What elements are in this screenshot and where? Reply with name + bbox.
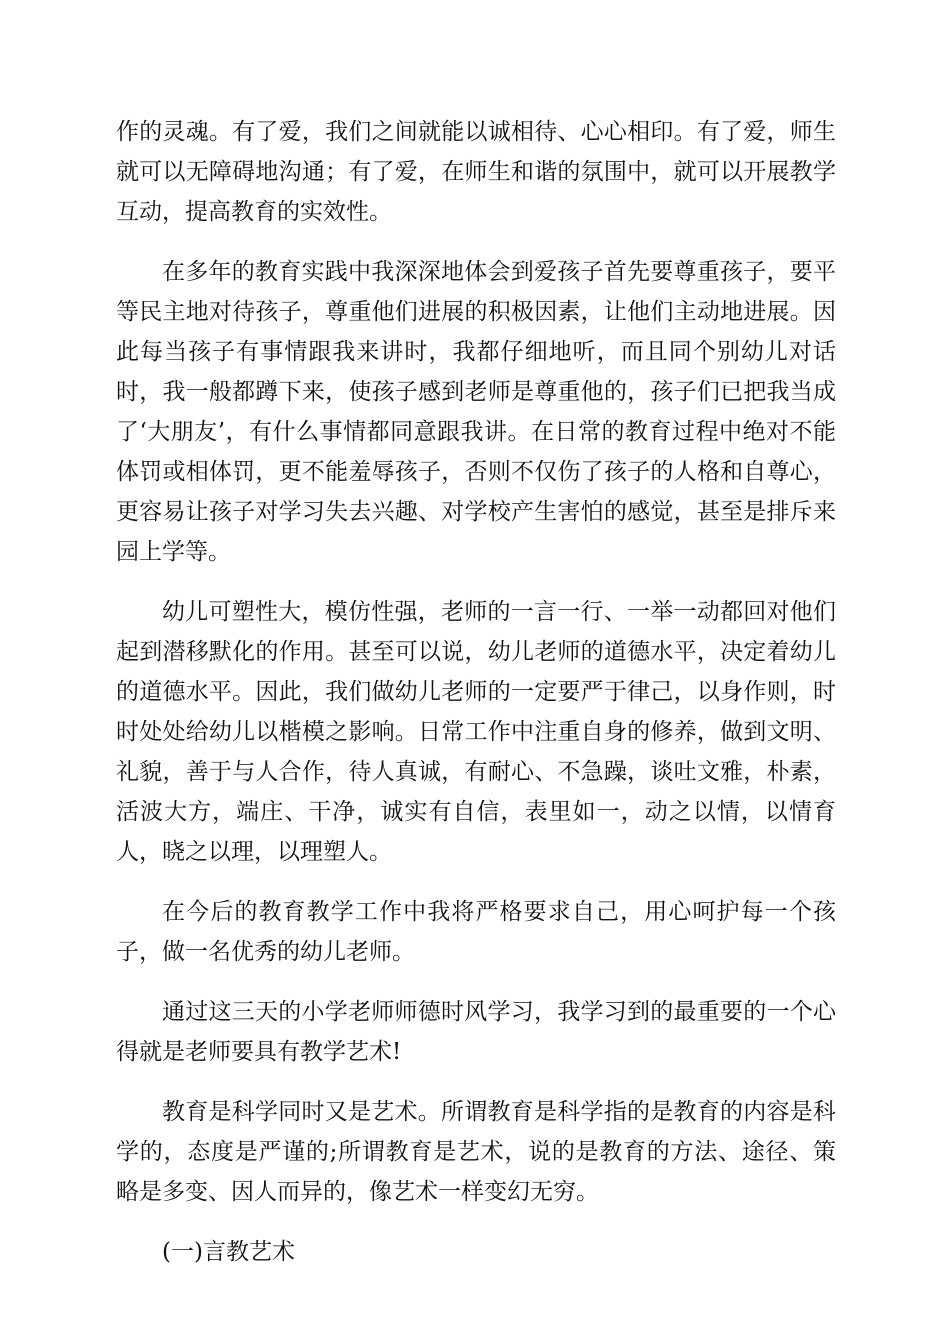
paragraph-2: 在多年的教育实践中我深深地体会到爱孩子首先要尊重孩子，要平等民主地对待孩子，尊重他们进展的积极因素，让他们主动地进展。因此每当孩子有事情跟我来讲时，我都仔细地听，而且同个别幼儿对话时，我一般都蹲下来，使孩子感到老师是尊重他的，孩子们已把我当成了‘大朋友’，有什么事情都同意跟我讲。在日常的教育过程中绝对不能体罚或相体罚，更不能羞辱孩子，否则不仅伤了孩子的人格和自尊心，更容易让孩子对学习失去兴趣、对学校产生害怕的感觉，甚至是排斥来园上学等。 bbox=[116, 259, 836, 565]
paragraph-1: 作的灵魂。有了爱，我们之间就能以诚相待、心心相印。有了爱，师生就可以无障碍地沟通；有了爱，在师生和谐的氛围中，就可以开展教学互动，提高教育的实效性。 bbox=[116, 119, 836, 225]
section-heading: (一)言教艺术 bbox=[162, 1239, 295, 1265]
paragraph-4: 在今后的教育教学工作中我将严格要求自己，用心呵护每一个孩子，做一名优秀的幼儿老师。 bbox=[116, 899, 836, 965]
paragraph-3: 幼儿可塑性大，模仿性强，老师的一言一行、一举一动都回对他们起到潜移默化的作用。甚至可以说，幼儿老师的道德水平，决定着幼儿的道德水平。因此，我们做幼儿老师的一定要严于律己，以身作则，时时处处给幼儿以楷模之影响。日常工作中注重自身的修养，做到文明、礼貌，善于与人合作，待人真诚，有耐心、不急躁，谈吐文雅，朴素，活波大方，端庄、干净，诚实有自信，表里如一，动之以情，以情育人，晓之以理，以理塑人。 bbox=[116, 599, 836, 865]
paragraph-5: 通过这三天的小学老师师德时风学习，我学习到的最重要的一个心得就是老师要具有教学艺术! bbox=[116, 999, 836, 1065]
paragraph-6: 教育是科学同时又是艺术。所谓教育是科学指的是教育的内容是科学的，态度是严谨的;所谓教育是艺术，说的是教育的方法、途径、策略是多变、因人而异的，像艺术一样变幻无穷。 bbox=[116, 1099, 836, 1205]
document-body bbox=[116, 112, 836, 1292]
